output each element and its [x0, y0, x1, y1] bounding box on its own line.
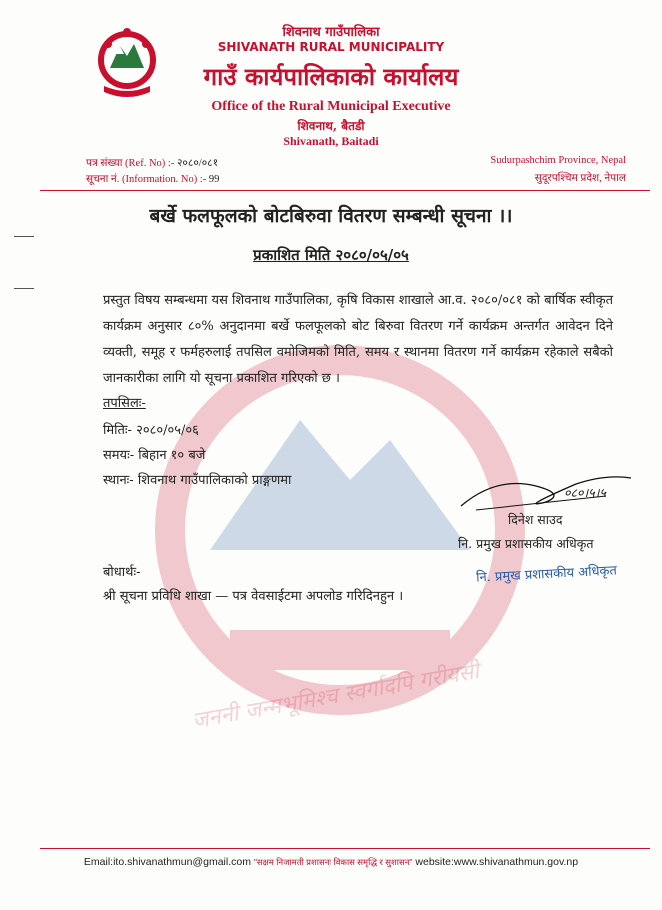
header-divider: [40, 190, 650, 191]
office-name-en: Office of the Rural Municipal Executive: [211, 99, 451, 114]
place-np: शिवनाथ, बैतडी: [297, 119, 365, 133]
municipality-name-np: शिवनाथ गाउँपालिका: [282, 25, 380, 40]
footer-contact: Email:ito.shivanathmun@gmail.com "सक्षम निजामती प्रशासनः विकास समृद्धि र सुशासन" website:www.shivanathmun.gov.np: [83, 856, 579, 868]
signature-scribble: [456, 466, 636, 516]
signature-date: ०८०।५।५: [564, 485, 606, 500]
info-number: सूचना नं. (Information. No) :- 99: [86, 174, 220, 185]
cc-line: श्री सूचना प्रविधि शाखा — पत्र वेवसाईटमा अपलोड गरिदिनहुन ।: [103, 589, 404, 604]
place-en: Shivanath, Baitadi: [283, 134, 379, 148]
municipality-name-en: SHIVANATH RURAL MUNICIPALITY: [217, 40, 445, 54]
province-en: Sudurpashchim Province, Nepal: [490, 155, 626, 166]
watermark-motto: जननी जन्मभूमिश्च स्वर्गादपि गरीयसी: [190, 658, 481, 735]
distribution-date: मितिः- २०८०/०५/०६: [103, 423, 199, 438]
notice-body: प्रस्तुत विषय सम्बन्धमा यस शिवनाथ गाउँपालिका, कृषि विकास शाखाले आ.व. २०८०/०८१ को बार्षिक स्वीकृत कार्यक्रम अनुसार ८०% अनुदानमा बर्खे फलफूलको बोट बिरुवा वितरण गर्ने कार्यक्रम अन्तर्गत आवेदन दिने व्यक्ती, समूह र फर्महरुलाई तपसिल वमोजिमको मिति, समय र स्थानमा वितरण गर्ने कार्यक्रम रहेकाले सबैको जानकारीका लागि यो सूचना प्रकाशित गरिएको छ ।: [103, 293, 613, 386]
signatory-name: दिनेश साउद: [508, 512, 563, 527]
footer-divider: [40, 848, 650, 849]
office-name-np: गाउँ कार्यपालिकाको कार्यालय: [203, 62, 459, 91]
ref-number: पत्र संख्या (Ref. No) :- २०८०/०८१: [86, 158, 219, 169]
province-np: सुदूरपश्चिम प्रदेश, नेपाल: [534, 173, 626, 184]
official-stamp: नि. प्रमुख प्रशासकीय अधिकृत: [475, 563, 618, 586]
margin-mark: [14, 288, 34, 289]
notice-title: बर्खे फलफूलको बोटबिरुवा वितरण सम्बन्धी सूचना ।।: [149, 205, 513, 227]
signatory-designation: नि. प्रमुख प्रशासकीय अधिकृत: [458, 536, 594, 551]
distribution-time: समयः- बिहान १० बजे: [103, 448, 206, 463]
distribution-place: स्थानः- शिवनाथ गाउँपालिकाको प्राङ्गणमा: [103, 473, 292, 488]
margin-mark: [14, 236, 34, 237]
tapsil-heading: तपसिलः-: [103, 396, 146, 411]
published-date: प्रकाशित मिति २०८०/०५/०५: [253, 246, 409, 264]
cc-label: बोधार्थः-: [103, 565, 141, 580]
